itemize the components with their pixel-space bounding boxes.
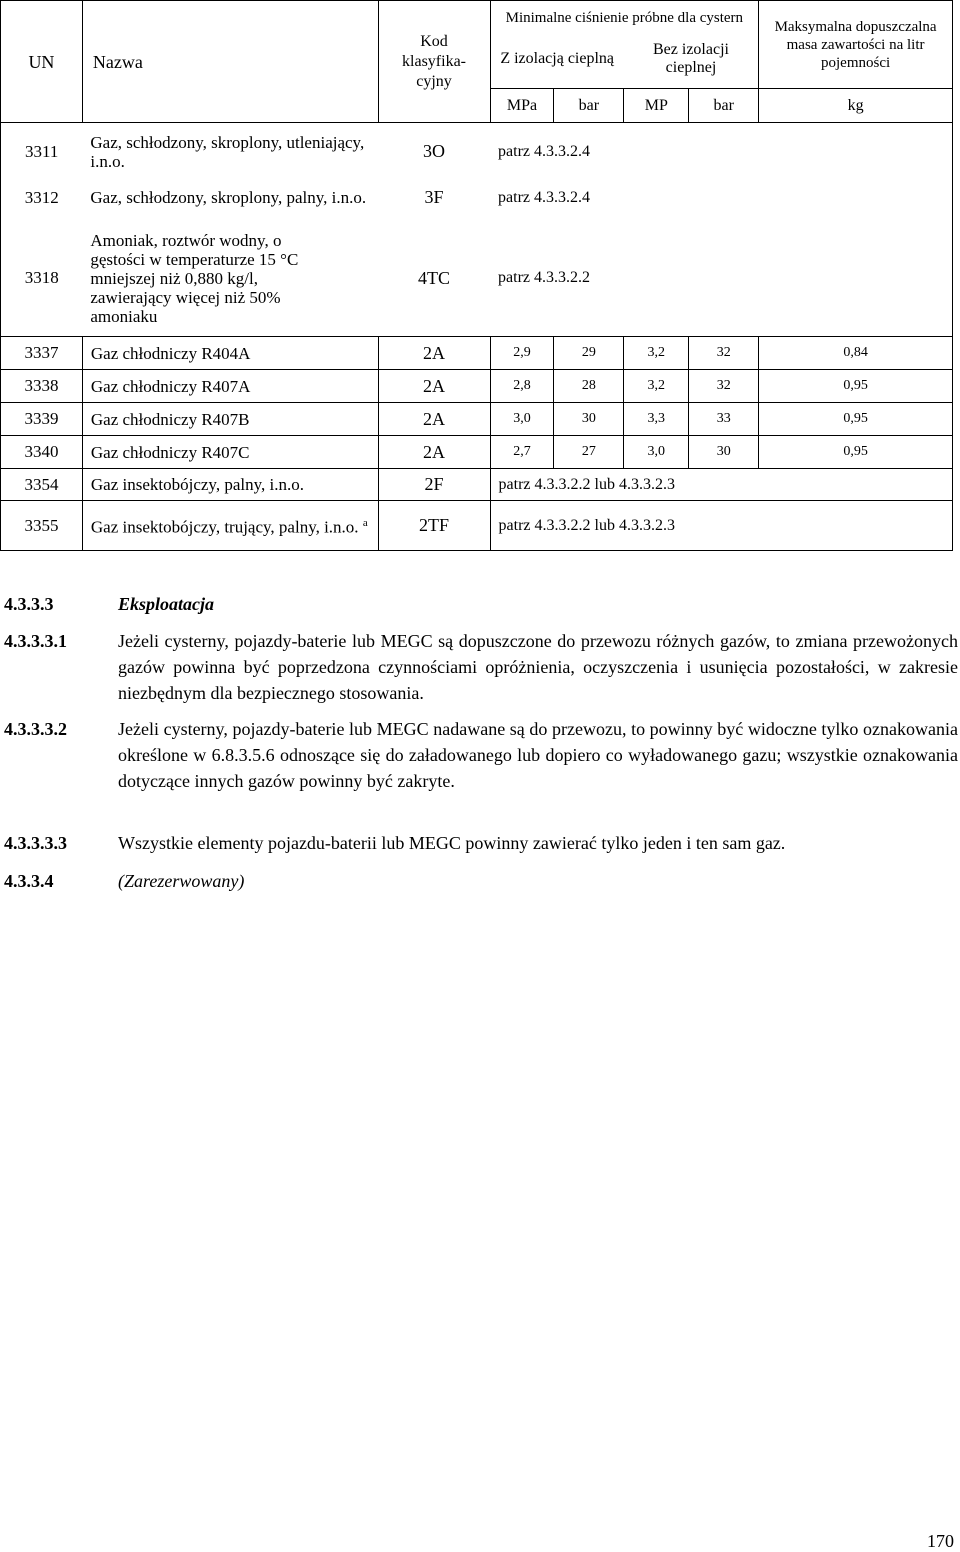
un-number: 3338 <box>1 370 83 403</box>
class-code: 4TC <box>378 221 490 337</box>
substance-name: Gaz, schłodzony, skroplony, utleniający, i.n.o. <box>90 132 365 171</box>
class-code: 2A <box>378 370 490 403</box>
section-number: 4.3.3.3 <box>4 594 54 614</box>
max-mass: 0,84 <box>759 337 953 370</box>
max-mass: 0,95 <box>759 436 953 469</box>
unit-kg: kg <box>759 89 953 123</box>
header-code: Kod klasyfika-cyjny <box>378 1 490 123</box>
bar-uninsulated: 30 <box>689 436 759 469</box>
class-code: 3F <box>424 187 444 207</box>
header-with-insulation: Z izolacją cieplną <box>490 31 624 89</box>
mpa-insulated: 3,0 <box>490 403 554 436</box>
bar-insulated: 27 <box>554 436 624 469</box>
mpa-uninsulated: 3,2 <box>624 370 689 403</box>
page-number: 170 <box>927 1531 954 1551</box>
mpa-uninsulated: 3,2 <box>624 337 689 370</box>
max-mass: 0,95 <box>759 403 953 436</box>
class-code: 2A <box>378 436 490 469</box>
table-row <box>1 403 953 436</box>
substance-name: Gaz chłodniczy R407B <box>82 403 378 436</box>
paragraph-number: 4.3.3.3.2 <box>4 719 67 739</box>
class-code: 3O <box>423 141 446 161</box>
gas-table <box>0 0 953 551</box>
un-number: 3318 <box>1 221 83 337</box>
un-number: 3354 <box>1 469 83 501</box>
bar-insulated: 29 <box>554 337 624 370</box>
mpa-insulated: 2,9 <box>490 337 554 370</box>
substance-name-text: Gaz insektobójczy, trujący, palny, i.n.o. <box>90 517 359 537</box>
bar-uninsulated: 33 <box>689 403 759 436</box>
section-heading <box>4 591 958 617</box>
paragraph <box>4 628 958 706</box>
paragraph-number: 4.3.3.3.3 <box>4 833 67 853</box>
max-mass: 0,95 <box>759 370 953 403</box>
paragraph-number: 4.3.3.4 <box>4 871 54 891</box>
un-number: 3339 <box>1 403 83 436</box>
un-number: 3312 <box>1 175 83 221</box>
header-without-insulation: Bez izolacji cieplnej <box>624 31 759 89</box>
class-code: 2A <box>378 403 490 436</box>
bar-uninsulated: 32 <box>689 370 759 403</box>
table-row <box>1 370 953 403</box>
header-min-pressure: Minimalne ciśnienie próbne dla cystern <box>490 1 759 31</box>
substance-name: Gaz chłodniczy R407C <box>82 436 378 469</box>
table-row <box>1 469 953 501</box>
paragraph <box>4 830 958 856</box>
un-number: 3311 <box>1 129 83 175</box>
unit-mpa: MPa <box>490 89 554 123</box>
substance-name <box>82 501 378 551</box>
unit-mp: MP <box>624 89 689 123</box>
reference: patrz 4.3.3.2.2 <box>490 221 952 337</box>
substance-name: Gaz insektobójczy, palny, i.n.o. <box>82 469 378 501</box>
substance-name: Amoniak, roztwór wodny, o gęstości w temperaturze 15 °C mniejszej niż 0,880 kg/l, zawierający więcej niż 50% amoniaku <box>82 221 378 337</box>
unit-bar-1: bar <box>554 89 624 123</box>
un-number: 3337 <box>1 337 83 370</box>
section-title: Eksploatacja <box>118 594 215 614</box>
header-un: UN <box>1 1 83 123</box>
table-row <box>1 221 953 337</box>
bar-insulated: 30 <box>554 403 624 436</box>
paragraph-text: Jeżeli cysterny, pojazdy-baterie lub MEGC są dopuszczone do przewozu różnych gazów, to zmiana przewożonych gazów powinna być poprzedzona czynnościami opróżnienia, oczyszczenia i usunięcia pozostałości, w zakresie niezbędnym dla bezpiecznego stosowania. <box>118 631 958 703</box>
reference: patrz 4.3.3.2.2 lub 4.3.3.2.3 <box>490 501 952 551</box>
bar-uninsulated: 32 <box>689 337 759 370</box>
paragraph <box>4 868 958 894</box>
paragraph-number: 4.3.3.3.1 <box>4 631 67 651</box>
paragraph-text: Wszystkie elementy pojazdu-baterii lub MEGC powinny zawierać tylko jeden i ten sam gaz. <box>118 833 786 853</box>
un-number: 3340 <box>1 436 83 469</box>
reference: patrz 4.3.3.2.4 <box>490 175 952 221</box>
footnote-marker: a <box>362 517 368 530</box>
paragraph-text: (Zarezerwowany) <box>118 871 245 891</box>
substance-name: Gaz chłodniczy R404A <box>82 337 378 370</box>
substance-name: Gaz, schłodzony, skroplony, palny, i.n.o. <box>90 188 367 207</box>
unit-bar-2: bar <box>689 89 759 123</box>
mpa-uninsulated: 3,3 <box>624 403 689 436</box>
un-number: 3355 <box>1 501 83 551</box>
class-code: 2A <box>378 337 490 370</box>
table-row <box>1 129 953 175</box>
header-max-mass: Maksymalna dopuszczalna masa zawartości na litr pojemności <box>759 1 953 89</box>
bar-insulated: 28 <box>554 370 624 403</box>
reference: patrz 4.3.3.2.4 <box>490 129 952 175</box>
class-code: 2TF <box>378 501 490 551</box>
table-row <box>1 175 953 221</box>
header-name: Nazwa <box>82 1 378 123</box>
substance-name: Gaz chłodniczy R407A <box>82 370 378 403</box>
table-row <box>1 501 953 551</box>
paragraph <box>4 716 958 794</box>
mpa-uninsulated: 3,0 <box>624 436 689 469</box>
reference: patrz 4.3.3.2.2 lub 4.3.3.2.3 <box>490 469 952 501</box>
class-code: 2F <box>378 469 490 501</box>
mpa-insulated: 2,7 <box>490 436 554 469</box>
mpa-insulated: 2,8 <box>490 370 554 403</box>
paragraph-text: Jeżeli cysterny, pojazdy-baterie lub MEGC nadawane są do przewozu, to powinny być widoczne tylko oznakowania określone w 6.8.3.5.6 odnoszące się do załadowanego lub dopiero co wyładowanego gazu; wszystkie oznakowania dotyczące innych gazów powinny być zakryte. <box>118 719 958 791</box>
table-row <box>1 436 953 469</box>
table-row <box>1 337 953 370</box>
